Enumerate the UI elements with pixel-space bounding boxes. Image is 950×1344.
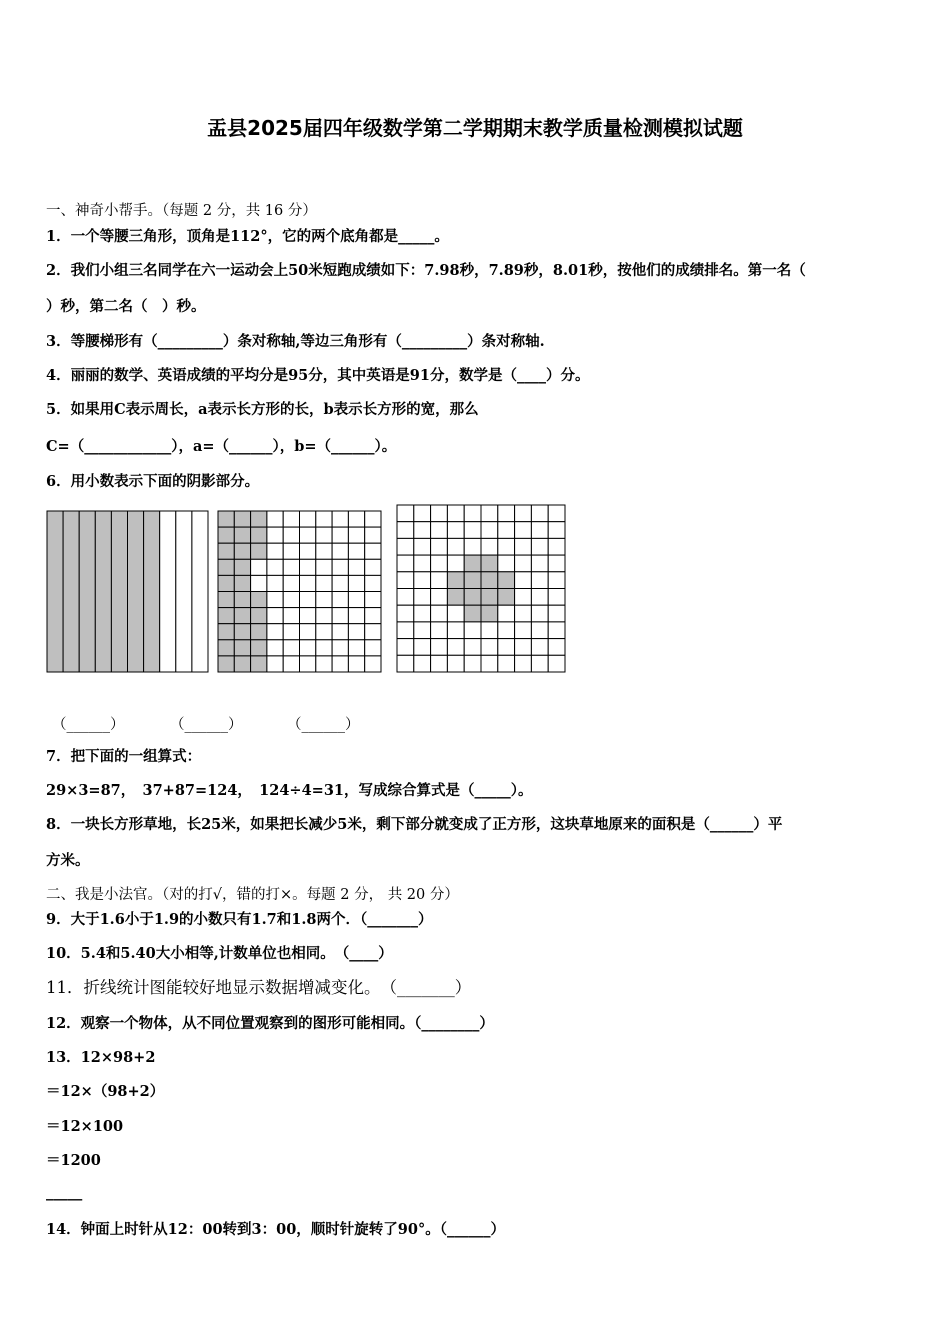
grid-cell: [316, 527, 332, 543]
grid-cell: [283, 527, 299, 543]
grid-cell: [431, 589, 448, 606]
grid-cell: [365, 640, 381, 656]
grid-cell: [365, 575, 381, 591]
grid-cell: [283, 543, 299, 559]
grid-cell: [548, 589, 565, 606]
grid-cell: [365, 656, 381, 672]
grid-cell: [431, 622, 448, 639]
grid-cell: [251, 559, 267, 575]
question-1: 1．一个等腰三角形，顶角是112°，它的两个底角都是_____。: [46, 228, 449, 245]
grid-cell: [267, 559, 283, 575]
shaded-cell: [251, 640, 267, 656]
section-1-heading: 一、神奇小帮手。（每题 2 分，共 16 分）: [46, 203, 317, 219]
grid-cell: [531, 572, 548, 589]
grid-cell: [365, 624, 381, 640]
grid-cell: [515, 522, 532, 539]
answer-blank-2: （______）: [170, 717, 243, 733]
grid-cell: [348, 527, 364, 543]
shaded-cell: [464, 589, 481, 606]
grid-cell: [300, 511, 316, 527]
grid-cell: [414, 522, 431, 539]
shaded-cell: [498, 572, 515, 589]
shaded-cell: [251, 511, 267, 527]
grid-cell: [548, 622, 565, 639]
grid-cell: [348, 511, 364, 527]
grid-cell: [447, 605, 464, 622]
shaded-cell: [481, 555, 498, 572]
grid-cell: [300, 527, 316, 543]
grid-cell: [397, 622, 414, 639]
grid-cell: [332, 640, 348, 656]
grid-cell: [300, 543, 316, 559]
grid-cell: [332, 656, 348, 672]
staircase-grid-figure: [217, 510, 382, 673]
grid-cell: [531, 622, 548, 639]
grid-cell: [414, 505, 431, 522]
grid-cell: [481, 655, 498, 672]
grid-cell: [283, 640, 299, 656]
grid-cell: [316, 559, 332, 575]
grid-cell: [531, 538, 548, 555]
question-13: 13．12×98+2: [46, 1049, 156, 1066]
grid-cell: [431, 522, 448, 539]
shaded-strip: [144, 511, 160, 672]
question-11: 11．折线统计图能较好地显示数据增减变化。 （_______）: [46, 978, 472, 997]
shaded-cell: [218, 608, 234, 624]
grid-cell: [267, 624, 283, 640]
grid-cell: [515, 572, 532, 589]
question-2: 2．我们小组三名同学在六一运动会上50米短跑成绩如下：7.98秒，7.89秒，8.01秒，按他们的成绩排名。第一名（: [46, 262, 806, 279]
grid-cell: [397, 505, 414, 522]
grid-cell: [531, 522, 548, 539]
grid-cell: [397, 639, 414, 656]
grid-cell: [332, 575, 348, 591]
question-7-expressions: 29×3=87， 37+87=124， 124÷4=31，写成综合算式是（_____）。: [46, 782, 533, 799]
grid-cell: [548, 639, 565, 656]
question-8: 8．一块长方形草地，长25米，如果把长减少5米，剩下部分就变成了正方形，这块草地原来的面积是（______）平: [46, 816, 783, 833]
grid-cell: [498, 522, 515, 539]
question-7: 7．把下面的一组算式：: [46, 748, 202, 765]
grid-cell: [531, 589, 548, 606]
grid-cell: [397, 538, 414, 555]
grid-cell: [397, 572, 414, 589]
shaded-cell: [481, 605, 498, 622]
grid-cell: [498, 655, 515, 672]
grid-cell: [464, 655, 481, 672]
grid-cell: [548, 522, 565, 539]
grid-cell: [365, 511, 381, 527]
grid-cell: [283, 624, 299, 640]
grid-cell: [397, 522, 414, 539]
grid-cell: [414, 589, 431, 606]
grid-cell: [332, 527, 348, 543]
grid-cell: [316, 511, 332, 527]
question-13-step-1: ＝12×（98+2）: [46, 1083, 165, 1100]
answer-blank-3: （______）: [287, 717, 360, 733]
grid-cell: [548, 605, 565, 622]
grid-cell: [464, 622, 481, 639]
shaded-cell: [218, 656, 234, 672]
grid-cell: [316, 656, 332, 672]
shaded-cell: [447, 572, 464, 589]
grid-cell: [414, 655, 431, 672]
grid-cell: [531, 555, 548, 572]
shaded-cell: [481, 589, 498, 606]
grid-cell: [365, 527, 381, 543]
shaded-cell: [218, 624, 234, 640]
section-2-heading: 二、我是小法官。（对的打√，错的打×。每题 2 分， 共 20 分）: [46, 887, 459, 903]
grid-cell: [300, 575, 316, 591]
shaded-cell: [251, 527, 267, 543]
grid-cell: [447, 622, 464, 639]
strips-figure: [46, 510, 209, 673]
shaded-strip: [128, 511, 144, 672]
grid-cell: [531, 605, 548, 622]
grid-cell: [332, 624, 348, 640]
grid-cell: [548, 538, 565, 555]
question-10: 10．5.4和5.40大小相等,计数单位也相同。 （____）: [46, 945, 393, 962]
grid-cell: [531, 655, 548, 672]
grid-cell: [397, 555, 414, 572]
grid-cell: [316, 608, 332, 624]
shaded-strip: [47, 511, 63, 672]
shaded-strip: [79, 511, 95, 672]
grid-cell: [300, 640, 316, 656]
grid-cell: [316, 592, 332, 608]
shaded-cell: [498, 589, 515, 606]
grid-cell: [283, 592, 299, 608]
shaded-cell: [251, 624, 267, 640]
page-title: 盂县2025届四年级数学第二学期期末教学质量检测模拟试题: [207, 116, 743, 140]
grid-cell: [348, 640, 364, 656]
grid-cell: [267, 527, 283, 543]
shaded-cell: [234, 592, 250, 608]
question-14: 14．钟面上时针从12：00转到3：00，顺时针旋转了90°。（______）: [46, 1221, 505, 1238]
grid-cell: [332, 511, 348, 527]
grid-cell: [431, 505, 448, 522]
grid-cell: [332, 543, 348, 559]
shaded-strip: [95, 511, 111, 672]
grid-cell: [267, 511, 283, 527]
shaded-cell: [234, 575, 250, 591]
grid-cell: [316, 624, 332, 640]
grid-cell: [464, 522, 481, 539]
shaded-strip: [111, 511, 127, 672]
grid-cell: [397, 605, 414, 622]
shaded-cell: [234, 543, 250, 559]
grid-cell: [431, 639, 448, 656]
grid-cell: [431, 655, 448, 672]
grid-cell: [316, 575, 332, 591]
grid-cell: [365, 608, 381, 624]
question-4: 4．丽丽的数学、英语成绩的平均分是95分，其中英语是91分，数学是（____）分。: [46, 367, 590, 384]
grid-cell: [414, 622, 431, 639]
grid-cell: [414, 555, 431, 572]
grid-cell: [548, 505, 565, 522]
grid-cell: [348, 624, 364, 640]
grid-cell: [414, 538, 431, 555]
grid-cell: [300, 624, 316, 640]
grid-cell: [283, 559, 299, 575]
grid-cell: [348, 543, 364, 559]
grid-cell: [447, 655, 464, 672]
grid-cell: [332, 559, 348, 575]
grid-cell: [348, 608, 364, 624]
shaded-cell: [464, 572, 481, 589]
grid-cell: [498, 622, 515, 639]
grid-cell: [515, 605, 532, 622]
grid-cell: [414, 605, 431, 622]
shaded-cell: [251, 656, 267, 672]
shaded-cell: [251, 592, 267, 608]
grid-cell: [300, 608, 316, 624]
question-12: 12．观察一个物体，从不同位置观察到的图形可能相同。（________）: [46, 1015, 494, 1032]
grid-cell: [447, 522, 464, 539]
grid-cell: [348, 656, 364, 672]
grid-cell: [365, 559, 381, 575]
grid-cell: [283, 608, 299, 624]
shaded-cell: [234, 656, 250, 672]
grid-cell: [498, 505, 515, 522]
grid-cell: [531, 639, 548, 656]
grid-cell: [300, 559, 316, 575]
grid-cell: [498, 538, 515, 555]
shaded-cell: [218, 511, 234, 527]
shaded-cell: [218, 527, 234, 543]
grid-cell: [481, 505, 498, 522]
question-8-continued: 方米。: [46, 852, 90, 869]
grid-cell: [447, 505, 464, 522]
grid-cell: [283, 511, 299, 527]
grid-cell: [481, 639, 498, 656]
grid-cell: [431, 538, 448, 555]
grid-cell: [431, 572, 448, 589]
grid-cell: [515, 622, 532, 639]
question-13-step-3: ＝1200: [46, 1152, 101, 1169]
grid-cell: [447, 538, 464, 555]
cross-grid-figure: [396, 504, 567, 674]
shaded-cell: [234, 640, 250, 656]
shaded-cell: [218, 592, 234, 608]
shaded-cell: [234, 511, 250, 527]
grid-cell: [447, 555, 464, 572]
grid-cell: [431, 555, 448, 572]
grid-cell: [397, 655, 414, 672]
grid-cell: [498, 555, 515, 572]
shaded-cell: [218, 559, 234, 575]
grid-cell: [515, 655, 532, 672]
strip: [176, 511, 192, 672]
grid-cell: [365, 592, 381, 608]
shaded-cell: [464, 555, 481, 572]
shaded-cell: [234, 527, 250, 543]
grid-cell: [447, 639, 464, 656]
grid-cell: [515, 505, 532, 522]
strip: [160, 511, 176, 672]
question-3: 3．等腰梯形有（_________）条对称轴,等边三角形有（_________）条对称轴.: [46, 333, 545, 350]
grid-cell: [464, 538, 481, 555]
grid-cell: [397, 589, 414, 606]
grid-cell: [365, 543, 381, 559]
shaded-cell: [218, 575, 234, 591]
grid-cell: [267, 592, 283, 608]
strip: [192, 511, 208, 672]
grid-cell: [316, 640, 332, 656]
grid-cell: [300, 592, 316, 608]
grid-cell: [267, 575, 283, 591]
grid-cell: [267, 608, 283, 624]
question-13-step-2: ＝12×100: [46, 1118, 124, 1135]
grid-cell: [283, 575, 299, 591]
grid-cell: [316, 543, 332, 559]
grid-cell: [267, 656, 283, 672]
answer-blank-1: （______）: [52, 717, 125, 733]
grid-cell: [515, 538, 532, 555]
grid-cell: [267, 543, 283, 559]
grid-cell: [332, 592, 348, 608]
shaded-cell: [447, 589, 464, 606]
question-5-formula: C=（____________），a=（______），b=（______）。: [46, 438, 397, 455]
grid-cell: [481, 622, 498, 639]
grid-cell: [267, 640, 283, 656]
grid-cell: [498, 639, 515, 656]
grid-cell: [548, 555, 565, 572]
question-5: 5．如果用C表示周长，a表示长方形的长，b表示长方形的宽，那么: [46, 401, 479, 418]
shaded-cell: [234, 608, 250, 624]
grid-cell: [464, 505, 481, 522]
grid-cell: [251, 575, 267, 591]
grid-cell: [464, 639, 481, 656]
grid-cell: [515, 589, 532, 606]
grid-cell: [414, 639, 431, 656]
grid-cell: [548, 655, 565, 672]
shaded-cell: [234, 624, 250, 640]
grid-cell: [431, 605, 448, 622]
grid-cell: [481, 522, 498, 539]
grid-cell: [548, 572, 565, 589]
question-9: 9．大于1.6小于1.9的小数只有1.7和1.8两个．（_______）: [46, 911, 433, 928]
grid-cell: [348, 575, 364, 591]
grid-cell: [515, 555, 532, 572]
grid-cell: [283, 656, 299, 672]
shaded-cell: [251, 543, 267, 559]
shaded-cell: [464, 605, 481, 622]
grid-cell: [515, 639, 532, 656]
shaded-cell: [234, 559, 250, 575]
question-13-answer-blank: _____: [46, 1184, 83, 1201]
shaded-cell: [481, 572, 498, 589]
grid-cell: [498, 605, 515, 622]
question-2-continued: ）秒，第二名（ ）秒。: [46, 298, 206, 315]
shaded-strip: [63, 511, 79, 672]
grid-cell: [348, 592, 364, 608]
grid-cell: [531, 505, 548, 522]
question-6: 6．用小数表示下面的阴影部分。: [46, 473, 260, 490]
shaded-cell: [218, 640, 234, 656]
grid-cell: [348, 559, 364, 575]
grid-cell: [300, 656, 316, 672]
grid-cell: [414, 572, 431, 589]
shaded-cell: [218, 543, 234, 559]
grid-cell: [481, 538, 498, 555]
shaded-cell: [251, 608, 267, 624]
grid-cell: [332, 608, 348, 624]
